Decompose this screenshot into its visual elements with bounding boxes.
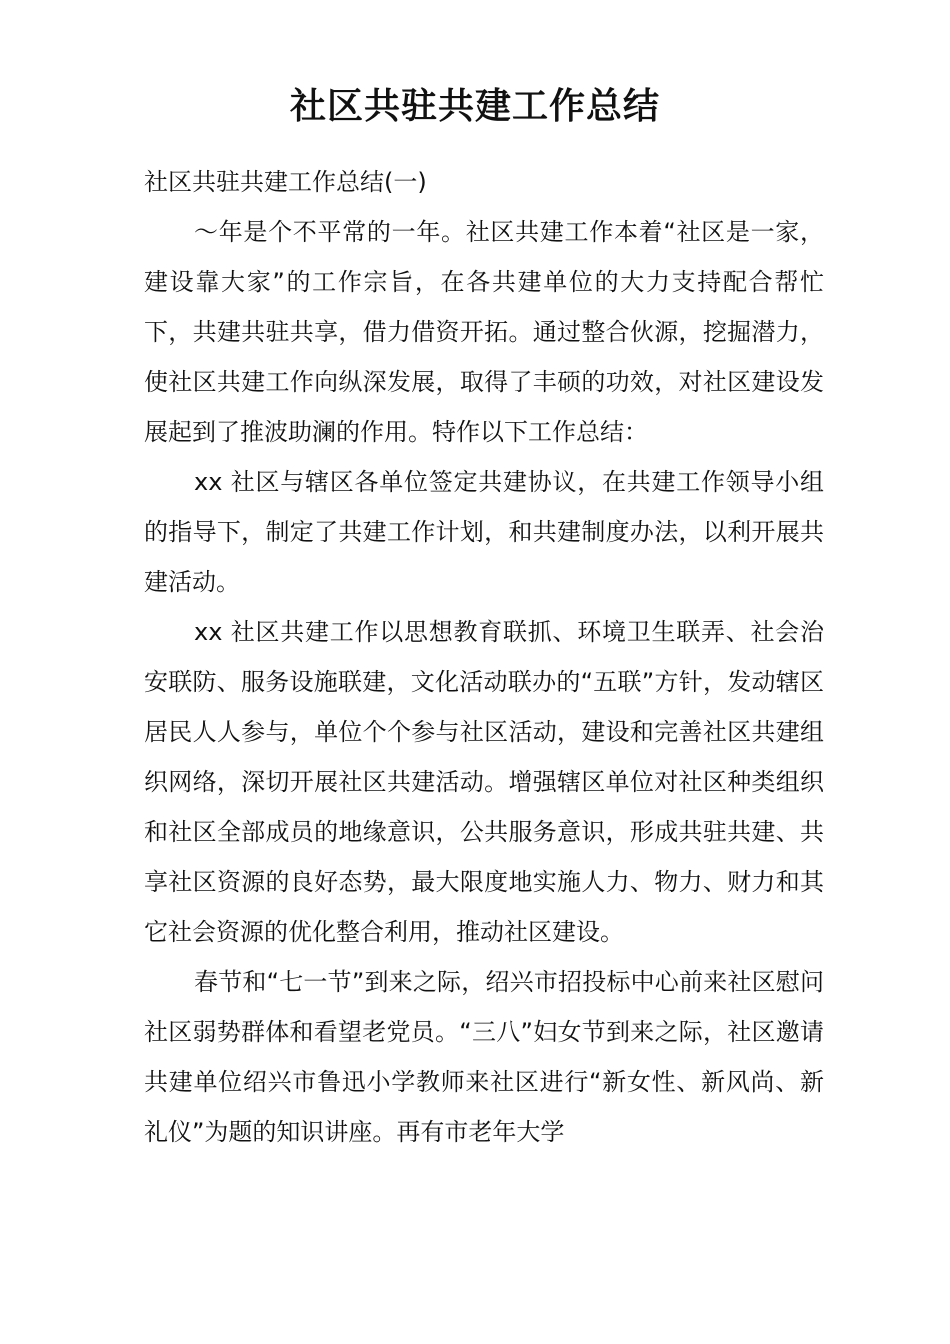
document-title: 社区共驻共建工作总结 xyxy=(289,86,660,127)
paragraph: ～年是个不平常的一年。社区共建工作本着“社区是一家，建设靠大家”的工作宗旨，在各共建单位的大力支持配合帮忙下，共建共驻共享，借力借资开拓。通过整合伙源，挖掘潜力，使社区共建工作向纵深发展，取得了丰硕的功效，对社区建设发展起到了推波助澜的作用。特作以下工作总结： xyxy=(144,218,824,446)
document-body xyxy=(144,157,824,1157)
document-subtitle: 社区共驻共建工作总结(一) xyxy=(144,168,427,196)
paragraph: xx 社区与辖区各单位签定共建协议，在共建工作领导小组的指导下，制定了共建工作计划，和共建制度办法，以利开展共建活动。 xyxy=(144,468,824,596)
paragraph: 春节和“七一节”到来之际，绍兴市招投标中心前来社区慰问社区弱势群体和看望老党员。“三八”妇女节到来之际，社区邀请共建单位绍兴市鲁迅小学教师来社区进行“新女性、新风尚、新礼仪”为题的知识讲座。再有市老年大学 xyxy=(144,968,824,1146)
paragraph: xx 社区共建工作以思想教育联抓、环境卫生联弄、社会治安联防、服务设施联建，文化活动联办的“五联”方针，发动辖区居民人人参与，单位个个参与社区活动，建设和完善社区共建组织网络，深切开展社区共建活动。增强辖区单位对社区种类组织和社区全部成员的地缘意识，公共服务意识，形成共驻共建、共享社区资源的良好态势，最大限度地实施人力、物力、财力和其它社会资源的优化整合利用，推动社区建设。 xyxy=(144,618,824,946)
